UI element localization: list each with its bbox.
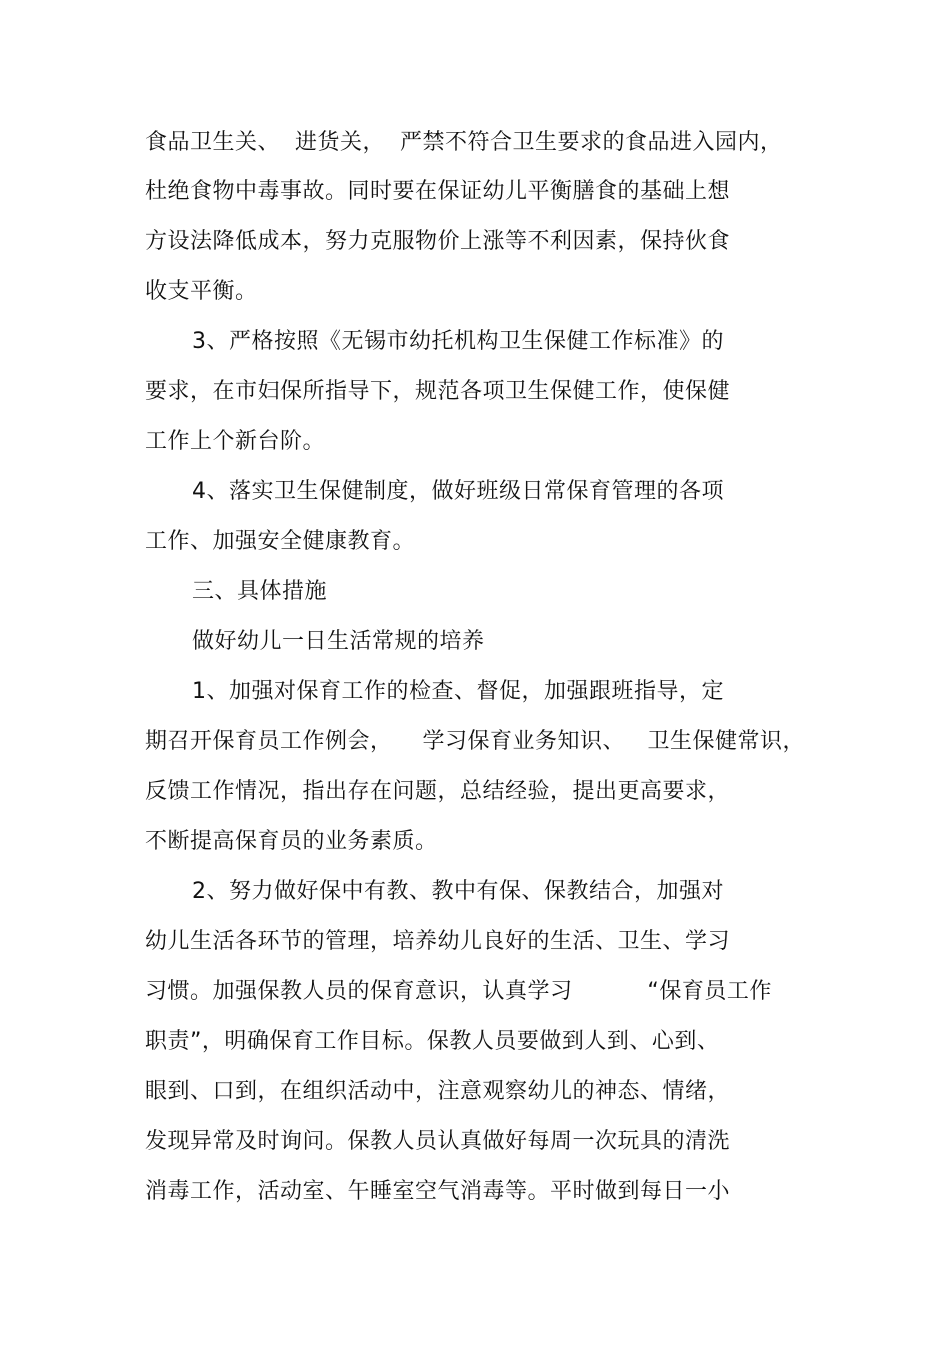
text-line: 不断提高保育员的业务素质。	[145, 829, 438, 854]
paragraph-4-start: 4、落实卫生保健制度，做好班级日常保育管理的各项	[192, 479, 724, 504]
text-line: 消毒工作，活动室、午睡室空气消毒等。平时做到每日一小	[145, 1179, 731, 1204]
text-line: 习惯。加强保教人员的保育意识，认真学习 “保育员工作	[145, 979, 772, 1004]
text-line: 收支平衡。	[145, 279, 258, 304]
text-line: 眼到、口到，在组织活动中，注意观察幼儿的神态、情绪，	[145, 1079, 731, 1104]
paragraph-2-start: 2、努力做好保中有教、教中有保、保教结合，加强对	[192, 879, 724, 904]
text-line: 期召开保育员工作例会， 学习保育业务知识、 卫生保健常识，	[145, 729, 805, 754]
text-line: 反馈工作情况，指出存在问题，总结经验，提出更高要求，	[145, 779, 731, 804]
subheading: 做好幼儿一日生活常规的培养	[192, 629, 485, 654]
text-line: 职责”，明确保育工作目标。保教人员要做到人到、心到、	[145, 1029, 720, 1054]
paragraph-3-start: 3、严格按照《无锡市幼托机构卫生保健工作标准》的	[192, 329, 724, 354]
text-line: 工作上个新台阶。	[145, 429, 326, 454]
text-line: 要求，在市妇保所指导下，规范各项卫生保健工作，使保健	[145, 379, 731, 404]
paragraph-1-start: 1、加强对保育工作的检查、督促，加强跟班指导，定	[192, 679, 724, 704]
text-line: 发现异常及时询问。保教人员认真做好每周一次玩具的清洗	[145, 1129, 731, 1154]
text-line: 工作、加强安全健康教育。	[145, 529, 416, 554]
text-line: 杜绝食物中毒事故。同时要在保证幼儿平衡膳食的基础上想	[145, 179, 731, 204]
text-line: 食品卫生关、 进货关， 严禁不符合卫生要求的食品进入园内，	[145, 130, 783, 155]
text-line: 幼儿生活各环节的管理，培养幼儿良好的生活、卫生、学习	[145, 929, 731, 954]
text-line: 方设法降低成本，努力克服物价上涨等不利因素，保持伙食	[145, 229, 731, 254]
section-heading: 三、具体措施	[192, 579, 328, 604]
